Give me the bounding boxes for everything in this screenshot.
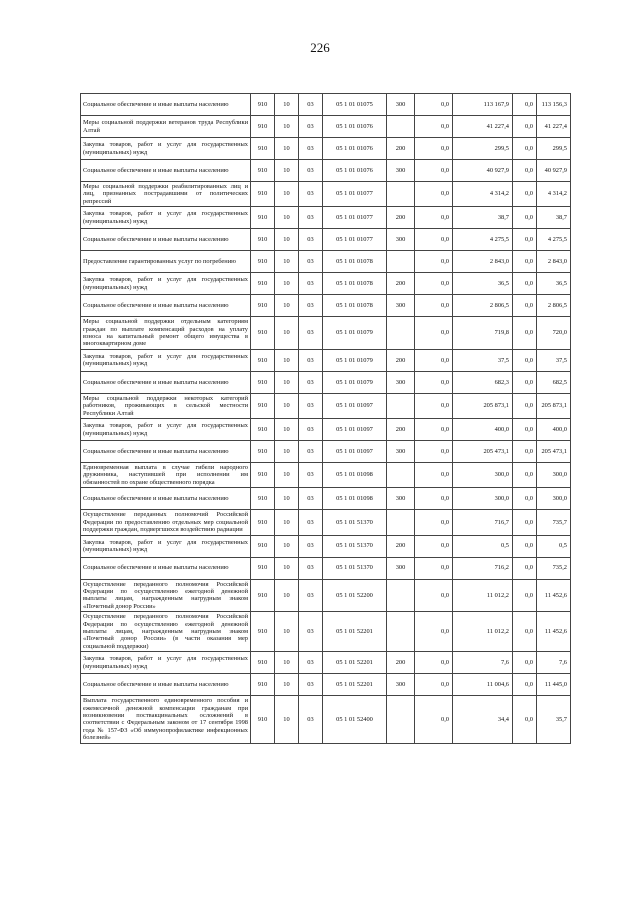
amount-a: 0,0: [415, 674, 453, 696]
table-row: [81, 138, 571, 160]
ministry-code: 910: [251, 557, 275, 579]
amount-b: 716,2: [453, 557, 513, 579]
ministry-code: 910: [251, 579, 275, 612]
subsection-code: 03: [299, 463, 323, 488]
row-description: Осуществление переданного полномочия Российской Федерации по осуществлению ежегодной денежной выплаты лицам, награжденным нагрудным знаком «Почетный донор России» (в части оказания мер социальной поддержки): [81, 612, 251, 652]
amount-c: 0,0: [513, 463, 537, 488]
amount-c: 0,0: [513, 579, 537, 612]
table-row: [81, 207, 571, 229]
expense-type-code: 200: [387, 652, 415, 674]
amount-a: 0,0: [415, 317, 453, 350]
amount-c: 0,0: [513, 160, 537, 182]
ministry-code: 910: [251, 317, 275, 350]
amount-d: 400,0: [537, 419, 571, 441]
target-article-code: 05 1 01 01076: [323, 138, 387, 160]
table-row: [81, 116, 571, 138]
expense-type-code: 300: [387, 229, 415, 251]
row-description: Социальное обеспечение и иные выплаты населению: [81, 94, 251, 116]
expense-type-code: 300: [387, 557, 415, 579]
section-code: 10: [275, 488, 299, 510]
target-article-code: 05 1 01 01079: [323, 349, 387, 371]
ministry-code: 910: [251, 535, 275, 557]
table-body: [81, 94, 571, 744]
amount-d: 720,0: [537, 317, 571, 350]
amount-d: 735,7: [537, 510, 571, 535]
table-row: [81, 652, 571, 674]
table-row: [81, 612, 571, 652]
amount-d: 40 927,9: [537, 160, 571, 182]
target-article-code: 05 1 01 01078: [323, 251, 387, 273]
expense-type-code: 200: [387, 138, 415, 160]
row-description: Меры социальной поддержки реабилитированных лиц и лиц, признанных пострадавшими от политических репрессий: [81, 182, 251, 207]
section-code: 10: [275, 510, 299, 535]
ministry-code: 910: [251, 371, 275, 393]
amount-b: 7,6: [453, 652, 513, 674]
section-code: 10: [275, 94, 299, 116]
table-row: [81, 160, 571, 182]
section-code: 10: [275, 652, 299, 674]
section-code: 10: [275, 207, 299, 229]
expense-type-code: [387, 579, 415, 612]
table-row: [81, 94, 571, 116]
amount-a: 0,0: [415, 696, 453, 743]
amount-c: 0,0: [513, 488, 537, 510]
amount-b: 2 806,5: [453, 295, 513, 317]
ministry-code: 910: [251, 612, 275, 652]
target-article-code: 05 1 01 51370: [323, 535, 387, 557]
subsection-code: 03: [299, 182, 323, 207]
row-description: Осуществление переданного полномочия Российской Федерации по осуществлению ежегодной денежной выплаты лицам, награжденным нагрудным знаком «Почетный донор России»: [81, 579, 251, 612]
subsection-code: 03: [299, 652, 323, 674]
amount-d: 205 873,1: [537, 393, 571, 418]
subsection-code: 03: [299, 295, 323, 317]
target-article-code: 05 1 01 01075: [323, 94, 387, 116]
target-article-code: 05 1 01 52201: [323, 652, 387, 674]
amount-d: 682,5: [537, 371, 571, 393]
section-code: 10: [275, 116, 299, 138]
amount-c: 0,0: [513, 371, 537, 393]
expense-type-code: [387, 251, 415, 273]
amount-a: 0,0: [415, 535, 453, 557]
target-article-code: 05 1 01 01077: [323, 229, 387, 251]
expense-type-code: 200: [387, 535, 415, 557]
subsection-code: 03: [299, 535, 323, 557]
amount-c: 0,0: [513, 273, 537, 295]
expense-type-code: 200: [387, 273, 415, 295]
amount-c: 0,0: [513, 94, 537, 116]
subsection-code: 03: [299, 229, 323, 251]
table-row: [81, 674, 571, 696]
row-description: Закупка товаров, работ и услуг для государственных (муниципальных) нужд: [81, 207, 251, 229]
amount-b: 36,5: [453, 273, 513, 295]
expense-type-code: [387, 463, 415, 488]
amount-c: 0,0: [513, 317, 537, 350]
amount-c: 0,0: [513, 207, 537, 229]
amount-a: 0,0: [415, 371, 453, 393]
amount-d: 300,0: [537, 488, 571, 510]
amount-c: 0,0: [513, 419, 537, 441]
subsection-code: 03: [299, 371, 323, 393]
amount-d: 11 445,0: [537, 674, 571, 696]
amount-b: 2 843,0: [453, 251, 513, 273]
expense-type-code: [387, 393, 415, 418]
expense-type-code: [387, 612, 415, 652]
amount-a: 0,0: [415, 419, 453, 441]
subsection-code: 03: [299, 674, 323, 696]
amount-d: 38,7: [537, 207, 571, 229]
subsection-code: 03: [299, 696, 323, 743]
subsection-code: 03: [299, 579, 323, 612]
amount-a: 0,0: [415, 557, 453, 579]
amount-c: 0,0: [513, 557, 537, 579]
subsection-code: 03: [299, 160, 323, 182]
expense-type-code: [387, 510, 415, 535]
amount-b: 400,0: [453, 419, 513, 441]
expense-type-code: 200: [387, 349, 415, 371]
amount-d: 113 156,3: [537, 94, 571, 116]
subsection-code: 03: [299, 116, 323, 138]
amount-a: 0,0: [415, 510, 453, 535]
table-row: [81, 371, 571, 393]
section-code: 10: [275, 419, 299, 441]
row-description: Выплата государственного единовременного пособия и ежемесячной денежной компенсации гражданам при возникновении поствакцинальных осложнений в соответствии с Федеральным законом от 17 сентября 1998 года № 157-ФЗ «Об иммунопрофилактике инфекционных болезней»: [81, 696, 251, 743]
section-code: 10: [275, 463, 299, 488]
amount-d: 2 843,0: [537, 251, 571, 273]
amount-c: 0,0: [513, 393, 537, 418]
section-code: 10: [275, 371, 299, 393]
amount-a: 0,0: [415, 441, 453, 463]
ministry-code: 910: [251, 419, 275, 441]
amount-c: 0,0: [513, 295, 537, 317]
table-row: [81, 579, 571, 612]
ministry-code: 910: [251, 207, 275, 229]
section-code: 10: [275, 273, 299, 295]
amount-b: 205 873,1: [453, 393, 513, 418]
amount-a: 0,0: [415, 116, 453, 138]
amount-b: 300,0: [453, 488, 513, 510]
amount-d: 735,2: [537, 557, 571, 579]
amount-a: 0,0: [415, 229, 453, 251]
section-code: 10: [275, 696, 299, 743]
table-row: [81, 229, 571, 251]
target-article-code: 05 1 01 01097: [323, 393, 387, 418]
amount-c: 0,0: [513, 182, 537, 207]
amount-a: 0,0: [415, 251, 453, 273]
table-row: [81, 182, 571, 207]
amount-a: 0,0: [415, 652, 453, 674]
row-description: Осуществление переданных полномочий Российской Федерации по предоставлению отдельных мер социальной поддержки граждан, подвергшихся воздействию радиации: [81, 510, 251, 535]
subsection-code: 03: [299, 488, 323, 510]
subsection-code: 03: [299, 138, 323, 160]
row-description: Социальное обеспечение и иные выплаты населению: [81, 441, 251, 463]
row-description: Закупка товаров, работ и услуг для государственных (муниципальных) нужд: [81, 349, 251, 371]
subsection-code: 03: [299, 273, 323, 295]
target-article-code: 05 1 01 01097: [323, 419, 387, 441]
amount-b: 37,5: [453, 349, 513, 371]
amount-b: 11 012,2: [453, 612, 513, 652]
row-description: Закупка товаров, работ и услуг для государственных (муниципальных) нужд: [81, 138, 251, 160]
subsection-code: 03: [299, 510, 323, 535]
amount-c: 0,0: [513, 251, 537, 273]
target-article-code: 05 1 01 52201: [323, 612, 387, 652]
amount-d: 4 314,2: [537, 182, 571, 207]
row-description: Закупка товаров, работ и услуг для государственных (муниципальных) нужд: [81, 535, 251, 557]
expense-type-code: 300: [387, 295, 415, 317]
row-description: Социальное обеспечение и иные выплаты населению: [81, 488, 251, 510]
subsection-code: 03: [299, 349, 323, 371]
amount-d: 7,6: [537, 652, 571, 674]
expense-type-code: 200: [387, 207, 415, 229]
subsection-code: 03: [299, 251, 323, 273]
amount-b: 38,7: [453, 207, 513, 229]
ministry-code: 910: [251, 349, 275, 371]
table-row: [81, 488, 571, 510]
expense-type-code: 300: [387, 488, 415, 510]
amount-b: 716,7: [453, 510, 513, 535]
ministry-code: 910: [251, 116, 275, 138]
amount-a: 0,0: [415, 273, 453, 295]
amount-d: 0,5: [537, 535, 571, 557]
amount-d: 35,7: [537, 696, 571, 743]
expense-type-code: 300: [387, 674, 415, 696]
expense-type-code: 200: [387, 419, 415, 441]
amount-c: 0,0: [513, 612, 537, 652]
target-article-code: 05 1 01 52200: [323, 579, 387, 612]
subsection-code: 03: [299, 612, 323, 652]
row-description: Меры социальной поддержки отдельным категориям граждан по выплате компенсаций расходов на уплату взноса на капитальный ремонт общего имущества в многоквартирном доме: [81, 317, 251, 350]
amount-a: 0,0: [415, 349, 453, 371]
amount-c: 0,0: [513, 535, 537, 557]
ministry-code: 910: [251, 463, 275, 488]
section-code: 10: [275, 138, 299, 160]
amount-b: 0,5: [453, 535, 513, 557]
amount-b: 113 167,9: [453, 94, 513, 116]
subsection-code: 03: [299, 94, 323, 116]
amount-b: 41 227,4: [453, 116, 513, 138]
amount-a: 0,0: [415, 94, 453, 116]
target-article-code: 05 1 01 01079: [323, 371, 387, 393]
amount-c: 0,0: [513, 674, 537, 696]
amount-c: 0,0: [513, 696, 537, 743]
amount-a: 0,0: [415, 160, 453, 182]
page-number: 226: [310, 40, 330, 55]
amount-b: 11 012,2: [453, 579, 513, 612]
amount-b: 205 473,1: [453, 441, 513, 463]
amount-b: 299,5: [453, 138, 513, 160]
amount-d: 4 275,5: [537, 229, 571, 251]
amount-c: 0,0: [513, 116, 537, 138]
table-row: [81, 273, 571, 295]
section-code: 10: [275, 674, 299, 696]
row-description: Социальное обеспечение и иные выплаты населению: [81, 295, 251, 317]
ministry-code: 910: [251, 510, 275, 535]
target-article-code: 05 1 01 01097: [323, 441, 387, 463]
expense-type-code: [387, 116, 415, 138]
row-description: Социальное обеспечение и иные выплаты населению: [81, 229, 251, 251]
ministry-code: 910: [251, 251, 275, 273]
amount-a: 0,0: [415, 138, 453, 160]
ministry-code: 910: [251, 696, 275, 743]
target-article-code: 05 1 01 01079: [323, 317, 387, 350]
table-row: [81, 317, 571, 350]
amount-a: 0,0: [415, 295, 453, 317]
table-row: [81, 696, 571, 743]
row-description: Закупка товаров, работ и услуг для государственных (муниципальных) нужд: [81, 419, 251, 441]
section-code: 10: [275, 535, 299, 557]
amount-b: 719,8: [453, 317, 513, 350]
expense-type-code: [387, 182, 415, 207]
amount-a: 0,0: [415, 463, 453, 488]
amount-a: 0,0: [415, 207, 453, 229]
ministry-code: 910: [251, 160, 275, 182]
amount-a: 0,0: [415, 612, 453, 652]
ministry-code: 910: [251, 182, 275, 207]
section-code: 10: [275, 579, 299, 612]
table-row: [81, 463, 571, 488]
ministry-code: 910: [251, 273, 275, 295]
amount-b: 40 927,9: [453, 160, 513, 182]
section-code: 10: [275, 229, 299, 251]
subsection-code: 03: [299, 441, 323, 463]
section-code: 10: [275, 182, 299, 207]
amount-b: 4 275,5: [453, 229, 513, 251]
row-description: Закупка товаров, работ и услуг для государственных (муниципальных) нужд: [81, 652, 251, 674]
ministry-code: 910: [251, 652, 275, 674]
section-code: 10: [275, 612, 299, 652]
target-article-code: 05 1 01 52201: [323, 674, 387, 696]
ministry-code: 910: [251, 94, 275, 116]
amount-c: 0,0: [513, 349, 537, 371]
ministry-code: 910: [251, 138, 275, 160]
budget-table: [80, 93, 571, 744]
table-row: [81, 510, 571, 535]
section-code: 10: [275, 295, 299, 317]
amount-d: 2 806,5: [537, 295, 571, 317]
table-row: [81, 393, 571, 418]
expense-type-code: 300: [387, 371, 415, 393]
amount-d: 300,0: [537, 463, 571, 488]
ministry-code: 910: [251, 441, 275, 463]
table-row: [81, 251, 571, 273]
target-article-code: 05 1 01 01078: [323, 295, 387, 317]
ministry-code: 910: [251, 229, 275, 251]
section-code: 10: [275, 251, 299, 273]
table-row: [81, 295, 571, 317]
expense-type-code: [387, 696, 415, 743]
target-article-code: 05 1 01 01076: [323, 160, 387, 182]
amount-c: 0,0: [513, 229, 537, 251]
amount-d: 11 452,6: [537, 579, 571, 612]
row-description: Меры социальной поддержки ветеранов труда Республики Алтай: [81, 116, 251, 138]
subsection-code: 03: [299, 317, 323, 350]
ministry-code: 910: [251, 674, 275, 696]
ministry-code: 910: [251, 488, 275, 510]
expense-type-code: 300: [387, 94, 415, 116]
table-row: [81, 349, 571, 371]
amount-b: 300,0: [453, 463, 513, 488]
section-code: 10: [275, 557, 299, 579]
row-description: Предоставление гарантированных услуг по погребению: [81, 251, 251, 273]
amount-b: 682,3: [453, 371, 513, 393]
table-row: [81, 535, 571, 557]
target-article-code: 05 1 01 01076: [323, 116, 387, 138]
subsection-code: 03: [299, 557, 323, 579]
amount-d: 299,5: [537, 138, 571, 160]
amount-b: 11 004,6: [453, 674, 513, 696]
row-description: Социальное обеспечение и иные выплаты населению: [81, 674, 251, 696]
ministry-code: 910: [251, 393, 275, 418]
subsection-code: 03: [299, 393, 323, 418]
target-article-code: 05 1 01 01098: [323, 463, 387, 488]
target-article-code: 05 1 01 01078: [323, 273, 387, 295]
amount-d: 37,5: [537, 349, 571, 371]
subsection-code: 03: [299, 207, 323, 229]
amount-a: 0,0: [415, 393, 453, 418]
section-code: 10: [275, 160, 299, 182]
amount-b: 34,4: [453, 696, 513, 743]
amount-c: 0,0: [513, 510, 537, 535]
target-article-code: 05 1 01 01077: [323, 182, 387, 207]
target-article-code: 05 1 01 01077: [323, 207, 387, 229]
amount-d: 41 227,4: [537, 116, 571, 138]
expense-type-code: [387, 317, 415, 350]
amount-a: 0,0: [415, 579, 453, 612]
amount-c: 0,0: [513, 652, 537, 674]
section-code: 10: [275, 441, 299, 463]
table-row: [81, 557, 571, 579]
target-article-code: 05 1 01 01098: [323, 488, 387, 510]
row-description: Социальное обеспечение и иные выплаты населению: [81, 371, 251, 393]
row-description: Закупка товаров, работ и услуг для государственных (муниципальных) нужд: [81, 273, 251, 295]
row-description: Единовременная выплата в случае гибели народного дружинника, наступившей при исполнении им обязанностей по охране общественного порядка: [81, 463, 251, 488]
amount-d: 205 473,1: [537, 441, 571, 463]
amount-a: 0,0: [415, 182, 453, 207]
section-code: 10: [275, 349, 299, 371]
target-article-code: 05 1 01 51370: [323, 510, 387, 535]
amount-c: 0,0: [513, 138, 537, 160]
expense-type-code: 300: [387, 441, 415, 463]
table-row: [81, 441, 571, 463]
expense-type-code: 300: [387, 160, 415, 182]
row-description: Социальное обеспечение и иные выплаты населению: [81, 160, 251, 182]
amount-d: 11 452,6: [537, 612, 571, 652]
amount-a: 0,0: [415, 488, 453, 510]
amount-b: 4 314,2: [453, 182, 513, 207]
subsection-code: 03: [299, 419, 323, 441]
row-description: Меры социальной поддержки некоторых категорий работников, проживающих в сельской местности Республики Алтай: [81, 393, 251, 418]
amount-c: 0,0: [513, 441, 537, 463]
table-row: [81, 419, 571, 441]
target-article-code: 05 1 01 51370: [323, 557, 387, 579]
section-code: 10: [275, 393, 299, 418]
row-description: Социальное обеспечение и иные выплаты населению: [81, 557, 251, 579]
target-article-code: 05 1 01 52400: [323, 696, 387, 743]
amount-d: 36,5: [537, 273, 571, 295]
section-code: 10: [275, 317, 299, 350]
ministry-code: 910: [251, 295, 275, 317]
